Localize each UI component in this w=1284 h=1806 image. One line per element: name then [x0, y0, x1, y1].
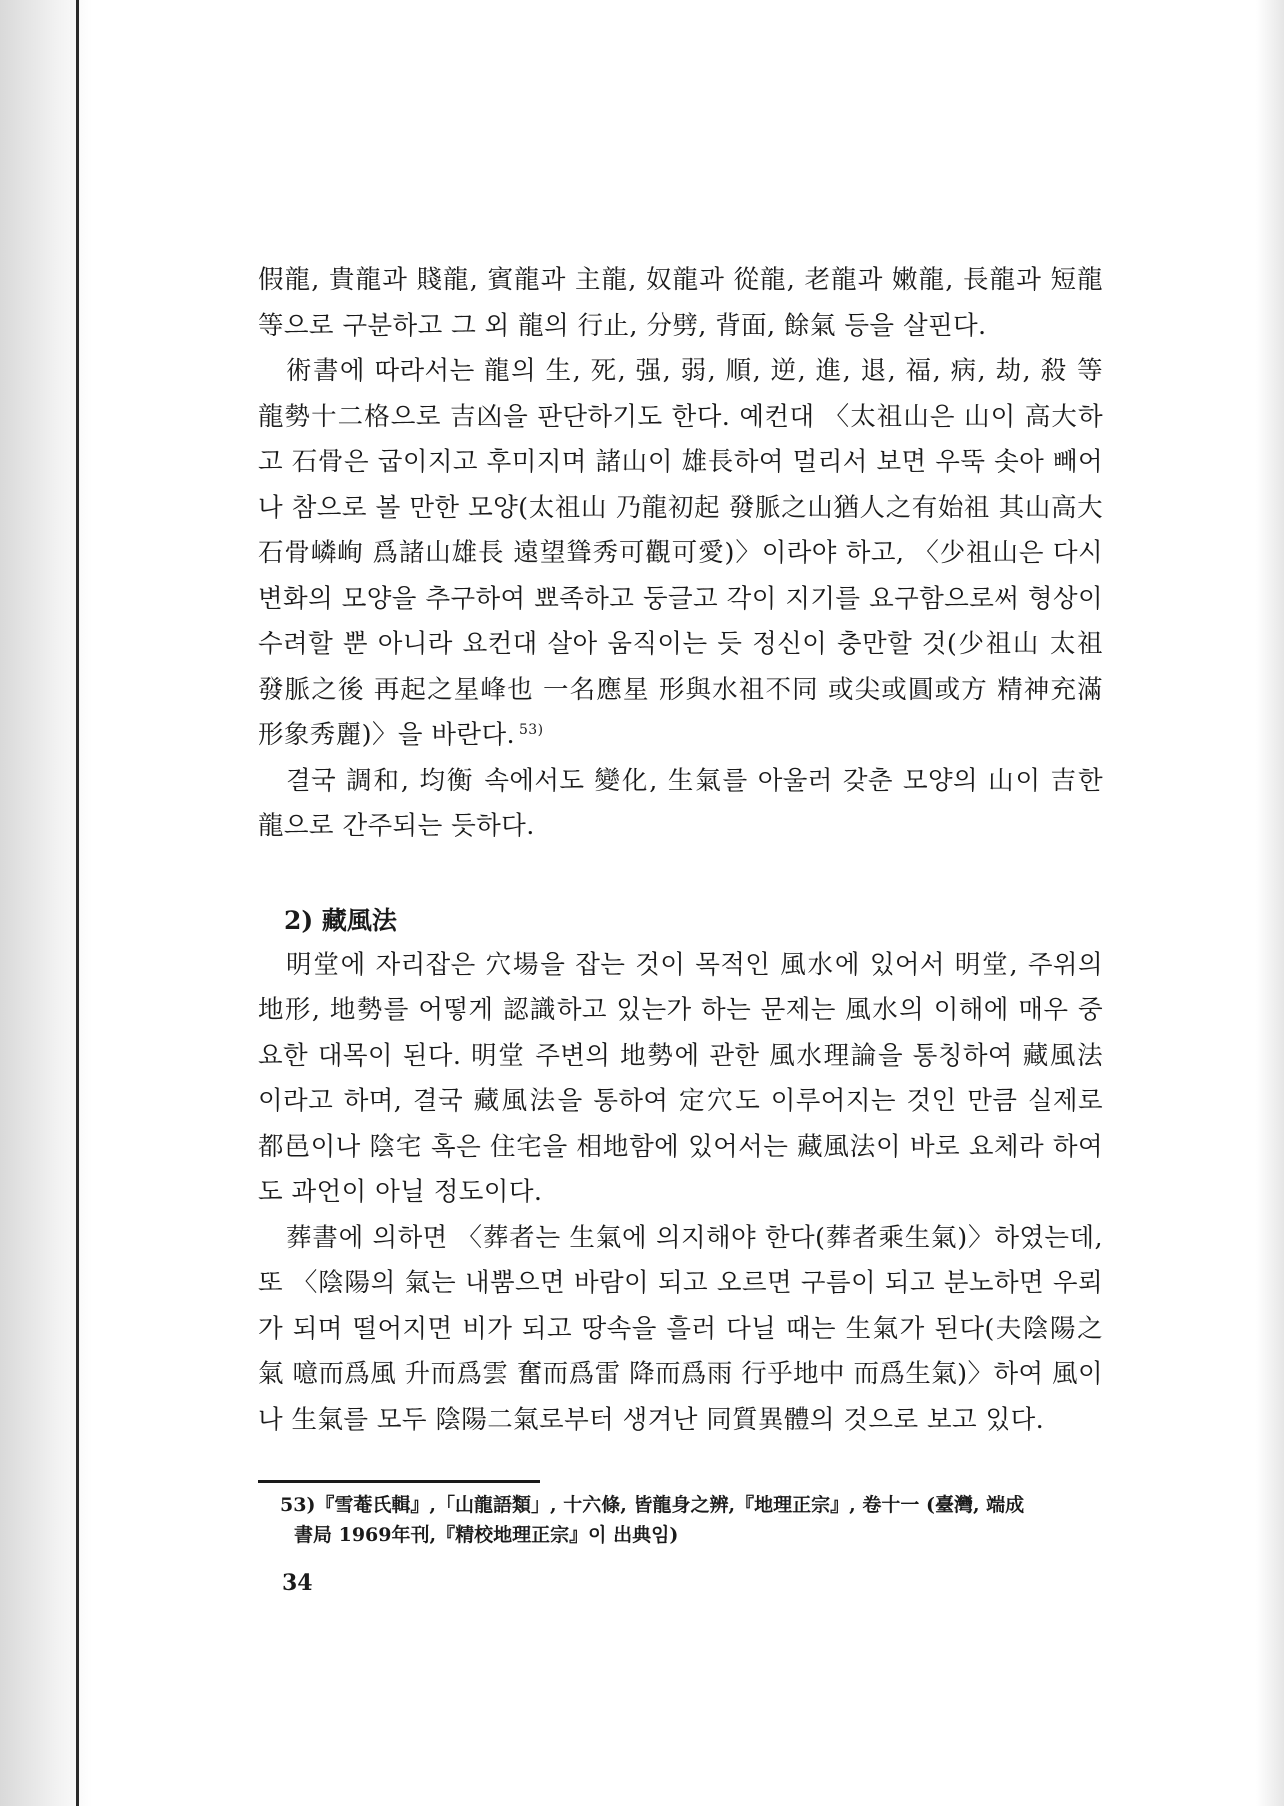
section-heading: 2) 藏風法 [284, 905, 397, 935]
page-spine-line [76, 0, 79, 1806]
footnote-line-1: 53)『雪菴氏輯』,「山龍語類」, 十六條, 皆龍身之辨,『地理正宗』, 卷十一 (臺灣, 端成 [280, 1494, 1025, 1516]
page-body [258, 258, 1103, 1443]
paragraph-4: 明堂에 자리잡은 穴場을 잡는 것이 목적인 風水에 있어서 明堂, 주위의 地形, 地勢를 어떻게 認識하고 있는가 하는 문제는 風水의 이해에 매우 중요한 대목이 된다. 明堂 주변의 地勢에 관한 風水理論을 통칭하여 藏風法이라고 하며, 결국 藏風法을 통하여 定穴도 이루어지는 것인 만큼 실제로 都邑이나 陰宅 혹은 住宅을 相地함에 있어서는 藏風法이 바로 요체라 하여도 과언이 아닐 정도이다. [258, 949, 1103, 1207]
paragraph-1: 假龍, 貴龍과 賤龍, 賓龍과 主龍, 奴龍과 從龍, 老龍과 嫩龍, 長龍과 短龍 等으로 구분하고 그 외 龍의 行止, 分劈, 背面, 餘氣 등을 살핀다. [258, 265, 1103, 341]
paragraph-2 [258, 349, 1103, 759]
paragraph-5: 葬書에 의하면 〈葬者는 生氣에 의지해야 한다(葬者乘生氣)〉하였는데, 또 〈陰陽의 氣는 내뿜으면 바람이 되고 오르면 구름이 되고 분노하면 우뢰가 되며 떨어지면 비가 되고 땅속을 흘러 다닐 때는 生氣가 된다(夫陰陽之氣 噫而爲風 升而爲雲 奮而爲雷 降而爲雨 行乎地中 而爲生氣)〉하여 風이나 生氣를 모두 陰陽二氣로부터 생겨난 同質異體의 것으로 보고 있다. [258, 1222, 1103, 1435]
page-right-edge [1256, 0, 1284, 1806]
footnote-ref-53: 53) [519, 721, 544, 738]
footnote-53 [280, 1490, 1100, 1550]
page-number: 34 [282, 1570, 313, 1596]
paragraph-3: 결국 調和, 均衡 속에서도 變化, 生氣를 아울러 갖춘 모양의 山이 吉한 龍으로 간주되는 듯하다. [258, 765, 1103, 841]
footnote-line-2: 書局 1969年刊,『精校地理正宗』이 出典임) [294, 1524, 679, 1546]
footnote-divider [258, 1480, 540, 1483]
paragraph-2-text: 術書에 따라서는 龍의 生, 死, 强, 弱, 順, 逆, 進, 退, 福, 病, 劫, 殺 等 龍勢十二格으로 吉凶을 판단하기도 한다. 예컨대 〈太祖山은 山이 高大하고 石骨은 굽이지고 후미지며 諸山이 雄長하여 멀리서 보면 우뚝 솟아 빼어나 참으로 볼 만한 모양(太祖山 乃龍初起 發脈之山猶人之有始祖 其山高大 石骨嶙峋 爲諸山雄長 遠望聳秀可觀可愛)〉이라야 하고, 〈少祖山은 다시 변화의 모양을 추구하여 뾰족하고 둥글고 각이 지기를 요구함으로써 형상이 수려할 뿐 아니라 요컨대 살아 움직이는 듯 정신이 충만할 것(少祖山 太祖發脈之後 再起之星峰也 一名應星 形與水祖不同 或尖或圓或方 精神充滿 形象秀麗)〉을 바란다. [258, 356, 1103, 750]
